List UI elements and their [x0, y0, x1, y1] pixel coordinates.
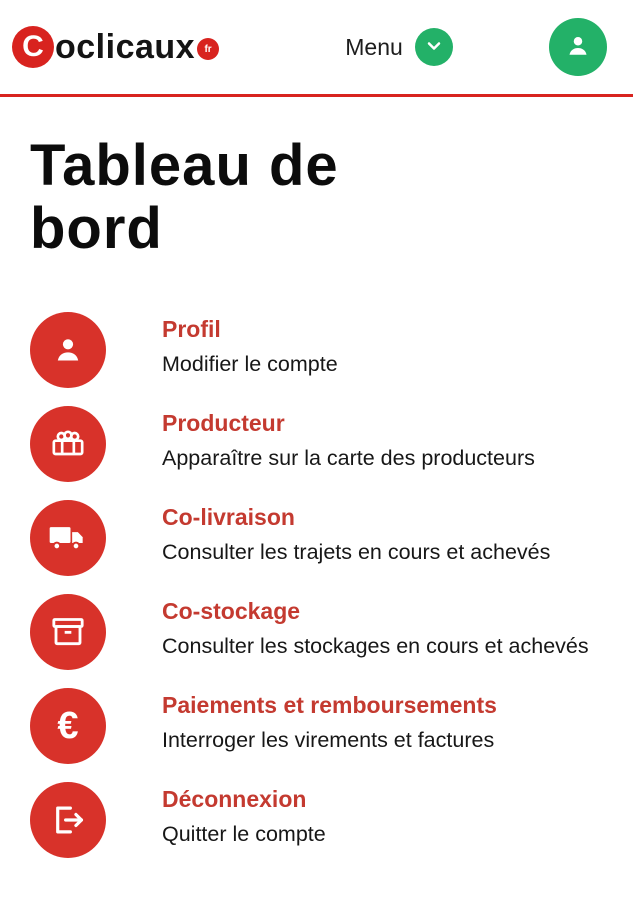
dashboard-item-description: Apparaître sur la carte des producteurs [162, 446, 535, 471]
dashboard-item-text [162, 688, 497, 756]
box-icon[interactable] [30, 594, 106, 670]
logo-tld-badge: fr [197, 38, 219, 60]
dashboard-item[interactable] [30, 406, 603, 482]
dashboard-item-description: Interroger les virements et factures [162, 728, 495, 753]
dashboard-list [30, 312, 603, 858]
dashboard-item-title[interactable]: Paiements et remboursements [162, 692, 497, 719]
dashboard-item-text [162, 500, 550, 568]
dashboard-item-description: Consulter les trajets en cours et achevés [162, 540, 551, 565]
poppy-logo-icon: C [12, 26, 54, 68]
logout-icon[interactable] [30, 782, 106, 858]
crate-icon[interactable] [30, 406, 106, 482]
dashboard-item-title[interactable]: Déconnexion [162, 786, 307, 813]
dashboard-item-description: Consulter les stockages en cours et achevés [162, 634, 589, 659]
header [0, 0, 633, 97]
user-icon[interactable] [30, 312, 106, 388]
dashboard-item-description: Modifier le compte [162, 352, 338, 377]
truck-icon[interactable] [30, 500, 106, 576]
dashboard-item-description: Quitter le compte [162, 822, 326, 847]
euro-icon[interactable]: € [30, 688, 106, 764]
menu-group [315, 28, 453, 66]
logo-text: oclicaux [55, 27, 196, 66]
account-button[interactable] [549, 18, 607, 76]
dashboard-item-title[interactable]: Profil [162, 316, 221, 343]
main-content [0, 135, 633, 858]
menu-label: Menu [345, 33, 403, 60]
dashboard-item-text [162, 312, 338, 380]
dashboard-item-title[interactable]: Co-livraison [162, 504, 295, 531]
dashboard-item-title[interactable]: Producteur [162, 410, 285, 437]
user-icon [563, 31, 593, 64]
dashboard-item[interactable] [30, 594, 603, 670]
site-logo[interactable] [12, 26, 219, 68]
dashboard-item-text [162, 594, 589, 662]
chevron-down-icon [424, 36, 444, 59]
dashboard-item-text [162, 406, 535, 474]
menu-toggle-button[interactable] [415, 28, 453, 66]
dashboard-item[interactable] [30, 688, 603, 764]
dashboard-item[interactable] [30, 312, 603, 388]
dashboard-item-title[interactable]: Co-stockage [162, 598, 301, 625]
dashboard-item[interactable] [30, 500, 603, 576]
page-title: Tableau de bord [30, 133, 339, 261]
dashboard-item-text [162, 782, 326, 850]
dashboard-item[interactable] [30, 782, 603, 858]
